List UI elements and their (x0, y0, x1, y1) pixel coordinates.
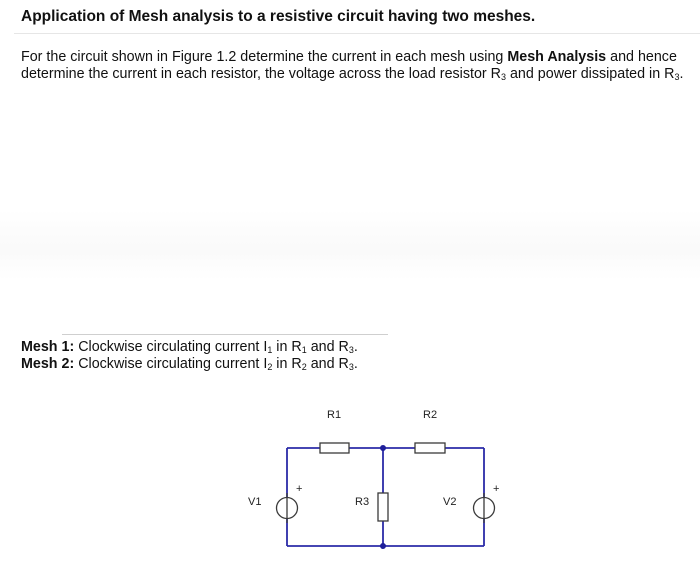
circuit-diagram (0, 380, 700, 578)
source-v2 (474, 493, 495, 523)
mesh-1-label: Mesh 1: (21, 339, 75, 355)
problem-statement (21, 49, 693, 86)
intro-text-4: . (679, 66, 684, 82)
label-v1-plus: + (296, 483, 303, 495)
intro-text-2: and hence determine the current in each resistor, the voltage across the load resistor R (21, 49, 677, 82)
label-v2-plus: + (493, 483, 500, 495)
page-title: Application of Mesh analysis to a resistive circuit having two meshes. (21, 8, 536, 25)
intro-sub-2: 3 (674, 72, 680, 82)
intro-text-3: and power dissipated in R (506, 66, 675, 82)
intro-text-1: For the circuit shown in Figure 1.2 determine the current in each mesh using (21, 49, 508, 65)
mesh-2-description (21, 356, 358, 372)
label-r1: R1 (327, 409, 342, 421)
faint-background-band (0, 210, 700, 280)
label-r3: R3 (355, 496, 370, 508)
source-v1 (277, 493, 298, 523)
label-v2: V2 (443, 496, 457, 508)
label-v1: V1 (248, 496, 262, 508)
mesh-1-text: Clockwise circulating current I (74, 339, 268, 355)
mesh-2-current-sub: 2 (267, 362, 273, 372)
mesh-2-r-sub: 2 (301, 362, 307, 372)
mesh-2-tail: and R (306, 356, 349, 372)
mesh-2-text: Clockwise circulating current I (74, 356, 268, 372)
node-bottom (380, 543, 386, 549)
mesh-1-mid: in R (272, 339, 302, 355)
intro-sub-1: 3 (500, 72, 506, 82)
resistor-r1 (320, 443, 349, 453)
mesh-2-r3-sub: 3 (348, 362, 354, 372)
mesh-2-label: Mesh 2: (21, 356, 75, 372)
intro-bold-term: Mesh Analysis (507, 49, 607, 65)
node-top (380, 445, 386, 451)
mesh-1-r-sub: 1 (301, 345, 307, 355)
mesh-2-end: . (353, 356, 358, 372)
resistor-r3 (378, 493, 388, 521)
mesh-1-current-sub: 1 (267, 345, 273, 355)
mesh-1-r3-sub: 3 (348, 345, 354, 355)
mesh-divider (62, 334, 388, 335)
mesh-2-mid: in R (272, 356, 302, 372)
resistor-r2 (415, 443, 445, 453)
mesh-1-tail: and R (306, 339, 349, 355)
mesh-1-description (21, 339, 358, 355)
mesh-1-end: . (353, 339, 358, 355)
title-divider (14, 33, 700, 34)
label-r2: R2 (423, 409, 438, 421)
